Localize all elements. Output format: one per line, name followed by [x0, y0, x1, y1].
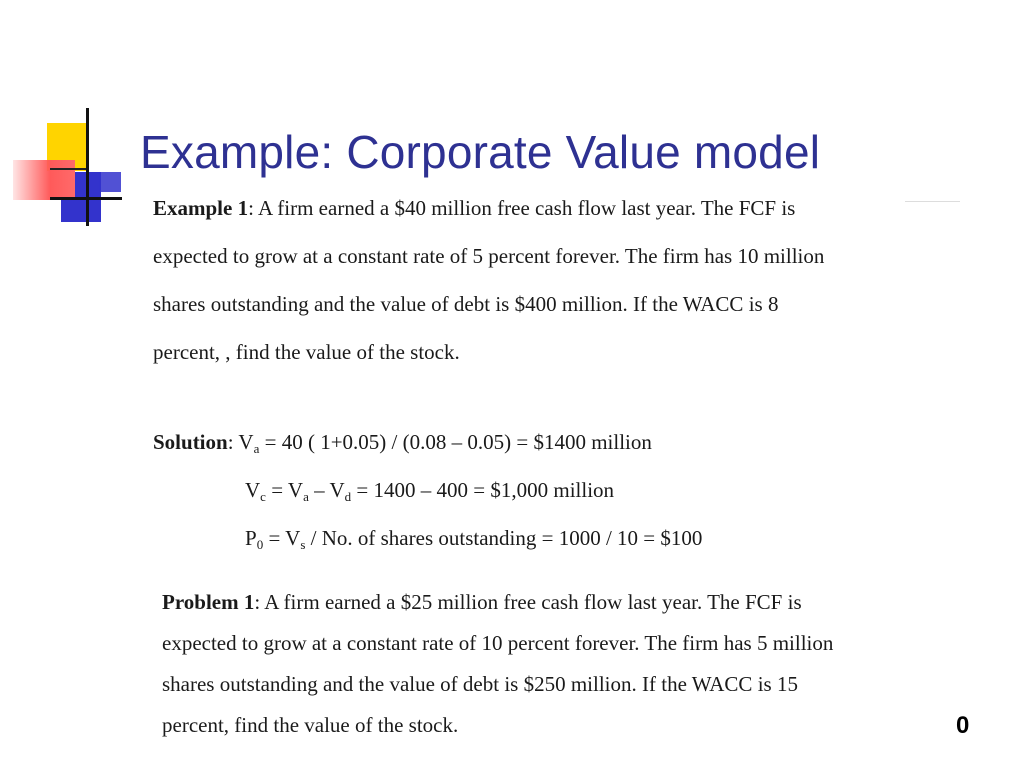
example-block [153, 184, 824, 376]
problem-line-2: expected to grow at a constant rate of 10 percent forever. The firm has 5 million [162, 631, 834, 655]
decor-red-square [13, 160, 75, 200]
example-line-4: percent, , find the value of the stock. [153, 340, 460, 364]
problem-block [162, 582, 833, 746]
solution-block [153, 418, 702, 562]
solution-line-2: $V_c = V_a - V_d = 1400 - 400$ = $1,000 million [245, 478, 615, 504]
decor-horizontal-line [50, 197, 122, 200]
problem-line-3: shares outstanding and the value of debt is $250 million. If the WACC is 15 [162, 672, 798, 696]
decor-blue-small-square [99, 172, 121, 192]
problem-label: Problem 1 [162, 590, 255, 614]
slide-number: 0 [956, 712, 970, 739]
decor-thin-line [50, 168, 87, 170]
decor-vertical-line [86, 108, 89, 226]
example-line-1: Example 1: A firm earned a $40 million free cash flow last year. The FCF is [153, 196, 796, 220]
slide-title: Example: Corporate Value model [140, 126, 821, 178]
example-line-3: shares outstanding and the value of debt is $400 million. If the WACC is 8 [153, 292, 779, 316]
decor-faint-line [905, 201, 960, 202]
solution-line-3: $P_0 = V_s / No$. of shares outstanding = 1000 / 10 = $100 [245, 526, 703, 552]
example-line-2: expected to grow at a constant rate of 5 percent forever. The firm has 10 million [153, 244, 825, 268]
problem-line-1: Problem 1: A firm earned a $25 million free cash flow last year. The FCF is [162, 590, 802, 614]
solution-label: Solution [153, 430, 228, 454]
solution-line-1: Solution: $V_a = 40$ ( 1+0.05) / (0.08 – 0.05) = $1400 million [153, 430, 652, 456]
example-label: Example 1 [153, 196, 249, 220]
problem-line-4: percent, find the value of the stock. [162, 713, 459, 737]
